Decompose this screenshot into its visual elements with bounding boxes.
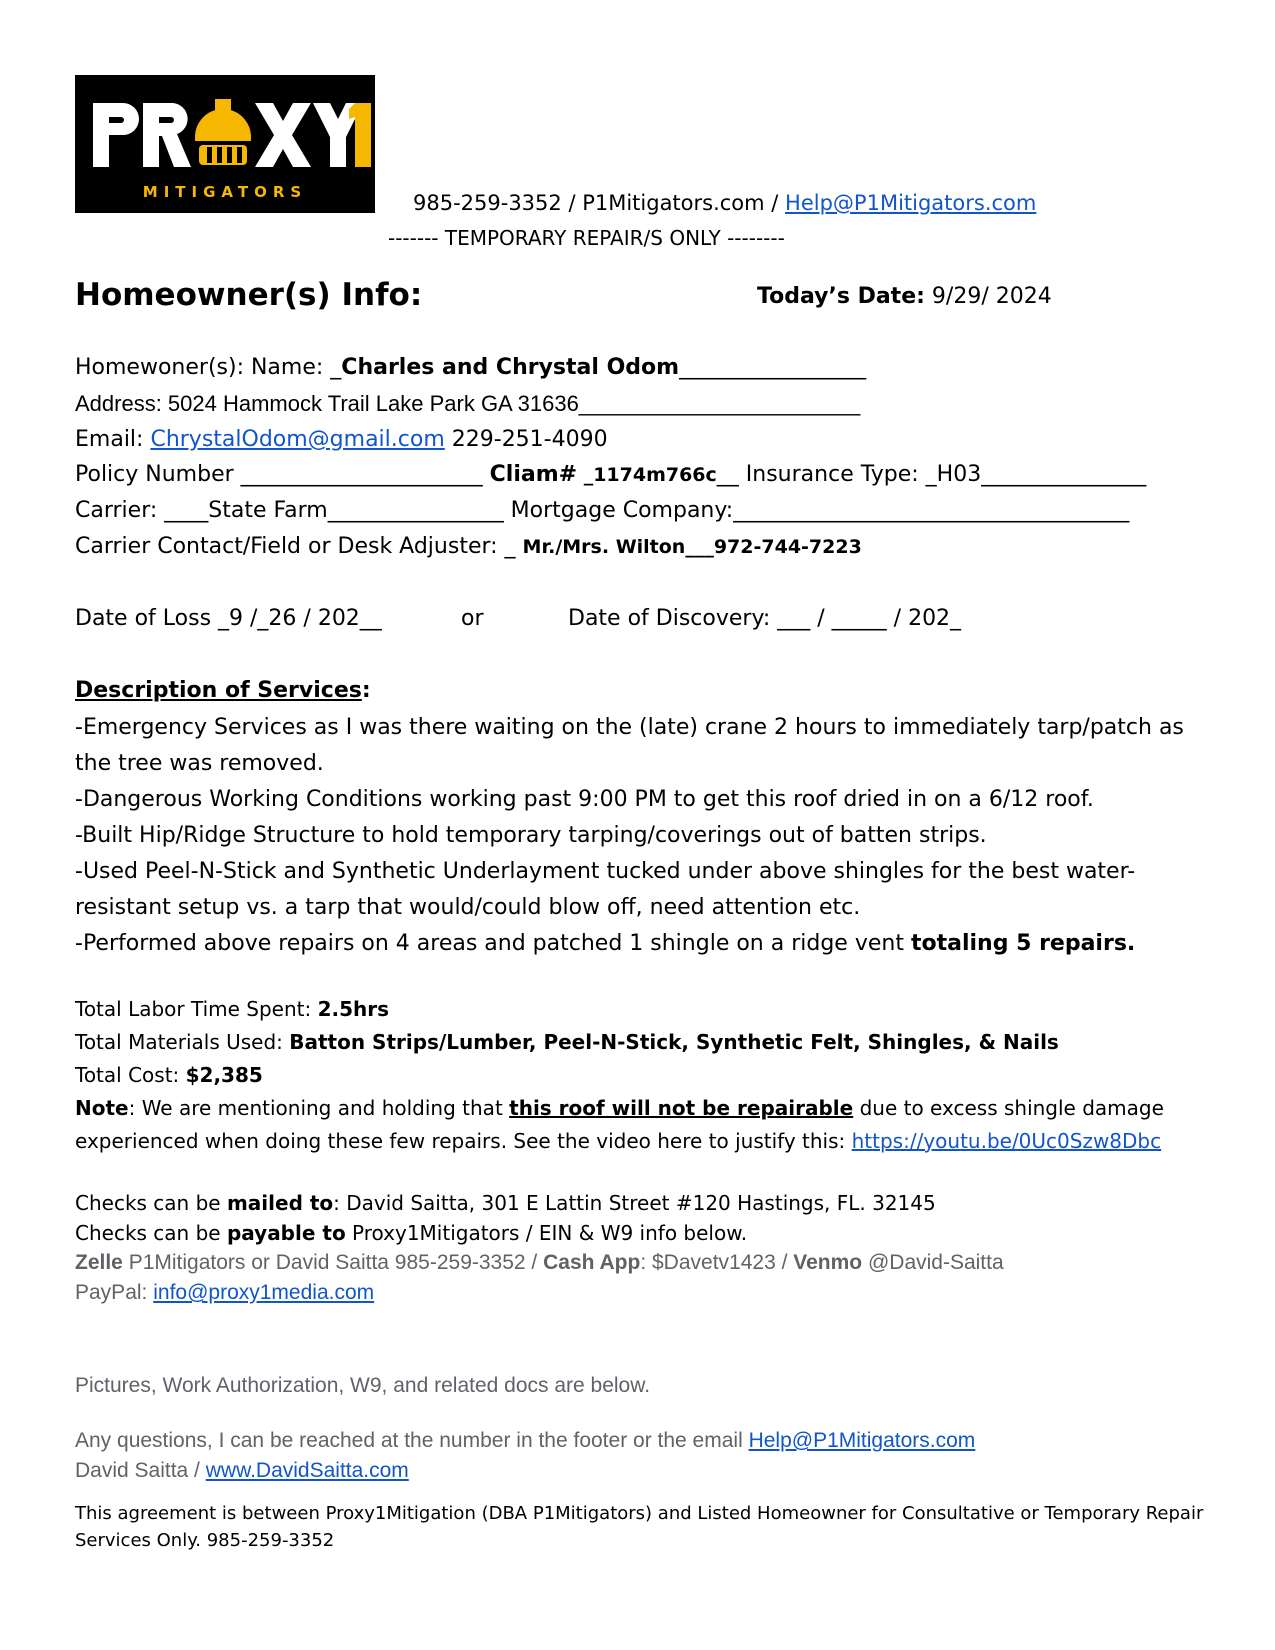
cost-value: $2,385 <box>185 1063 263 1087</box>
note-label: Note <box>75 1096 129 1120</box>
payable-pre: Checks can be <box>75 1221 227 1245</box>
homeowner-name-blank: _________________ <box>679 355 867 380</box>
header-contact <box>413 191 1036 215</box>
header-phone-site: 985-259-3352 / P1Mitigators.com / <box>413 191 786 215</box>
mail-address: : David Saitta, 301 E Lattin Street #120 Hastings, FL. 32145 <box>333 1191 936 1215</box>
todays-date-label: Today’s Date: <box>757 284 925 309</box>
venmo-text: @David-Saitta <box>862 1251 1004 1274</box>
payable-text: Proxy1Mitigators / EIN & W9 info below. <box>345 1221 748 1245</box>
date-or-separator: or <box>461 606 484 631</box>
company-logo <box>75 75 375 213</box>
homeowner-email-link[interactable]: ChrystalOdom@gmail.com <box>150 427 445 452</box>
paypal-label: PayPal: <box>75 1281 154 1304</box>
mail-pre: Checks can be <box>75 1191 227 1215</box>
claim-number-value: _1174m766c <box>577 464 717 486</box>
payment-apps-line <box>75 1248 1215 1278</box>
services-heading <box>75 678 371 703</box>
homeowner-info-heading: Homeowner(s) Info: <box>75 277 423 313</box>
materials-line <box>75 1026 1215 1059</box>
help-email-link[interactable]: Help@P1Mitigators.com <box>748 1429 976 1452</box>
note-paragraph <box>75 1092 1215 1158</box>
adjuster-line <box>75 534 862 559</box>
cashapp-label: Cash App <box>543 1251 641 1274</box>
service-item: -Dangerous Working Conditions working past 9:00 PM to get this roof dried in on a 6/12 roof. <box>75 787 1094 812</box>
service-item: -Built Hip/Ridge Structure to hold temporary tarping/coverings out of batten strips. <box>75 823 987 848</box>
homeowner-name-value: Charles and Chrystal Odom <box>341 355 680 380</box>
labor-value: 2.5hrs <box>317 997 390 1021</box>
signature-name: David Saitta / <box>75 1459 206 1482</box>
date-of-discovery: Date of Discovery: ___ / _____ / 202_ <box>568 606 962 631</box>
cost-label: Total Cost: <box>75 1063 186 1087</box>
labor-label: Total Labor Time Spent: <box>75 997 318 1021</box>
payable-line <box>75 1218 1215 1248</box>
service-item-total: totaling 5 repairs. <box>910 931 1136 956</box>
venmo-label: Venmo <box>793 1251 863 1274</box>
temporary-repair-banner: ------- TEMPORARY REPAIR/S ONLY -------- <box>388 226 785 250</box>
logo-graphic <box>75 75 375 213</box>
homeowner-phone: 229-251-4090 <box>444 427 608 452</box>
payable-bold: payable to <box>226 1221 346 1245</box>
questions-text: Any questions, I can be reached at the number in the footer or the email <box>75 1429 749 1452</box>
date-of-loss: Date of Loss _9 /_26 / 202__ <box>75 606 382 631</box>
pictures-note: Pictures, Work Authorization, W9, and related docs are below. <box>75 1374 651 1397</box>
note-text: due to excess shingle damage experienced when doing these few repairs. See the video here to justify this: <box>75 1096 1164 1153</box>
adjuster-value: Mr./Mrs. Wilton___972-744-7223 <box>522 536 862 558</box>
todays-date <box>757 284 1052 309</box>
paypal-link[interactable]: info@proxy1media.com <box>153 1281 375 1304</box>
service-item <box>75 926 1205 962</box>
zelle-label: Zelle <box>75 1251 123 1274</box>
policy-number-label: Policy Number ______________________ <box>75 462 490 487</box>
agreement-text: This agreement is between Proxy1Mitigation (DBA P1Mitigators) and Listed Homeowner for Consultative or Temporary Repair Services Only. 985-259-3352 <box>75 1503 1204 1551</box>
claim-label: Cliam# <box>489 462 578 487</box>
services-list <box>75 710 1205 962</box>
carrier-line: Carrier: ____State Farm________________ Mortgage Company:____________________________________ <box>75 498 1130 523</box>
homeowner-name-line <box>75 355 866 380</box>
email-line <box>75 427 608 452</box>
header-email-link[interactable]: Help@P1Mitigators.com <box>785 191 1037 215</box>
mail-line <box>75 1188 1215 1218</box>
address-line: Address: 5024 Hammock Trail Lake Park GA 31636_______________________ <box>75 391 861 416</box>
materials-value: Batton Strips/Lumber, Peel-N-Stick, Synthetic Felt, Shingles, & Nails <box>289 1030 1059 1054</box>
mail-bold: mailed to <box>226 1191 334 1215</box>
service-item-text: -Performed above repairs on 4 areas and patched 1 shingle on a ridge vent <box>75 931 911 956</box>
cost-line <box>75 1059 1215 1092</box>
insurance-type: __ Insurance Type: _H03_______________ <box>716 462 1147 487</box>
svg-text:MITIGATORS: MITIGATORS <box>142 183 308 201</box>
materials-label: Total Materials Used: <box>75 1030 290 1054</box>
services-heading-colon: : <box>361 678 371 703</box>
totals-section <box>75 993 1215 1158</box>
payment-section <box>75 1188 1215 1308</box>
note-text: : We are mentioning and holding that <box>128 1096 510 1120</box>
labor-line <box>75 993 1215 1026</box>
questions-section <box>75 1426 975 1486</box>
todays-date-value: 9/29/ 2024 <box>924 284 1052 309</box>
services-heading-text: Description of Services <box>75 678 362 703</box>
paypal-line <box>75 1278 1215 1308</box>
service-item: -Used Peel-N-Stick and Synthetic Underlayment tucked under above shingles for the best water-resistant setup vs. a tarp that would/could blow off, need attention etc. <box>75 859 1136 920</box>
cashapp-text: : $Davetv1423 / <box>640 1251 794 1274</box>
questions-line <box>75 1426 975 1456</box>
homeowner-name-label: Homewoner(s): Name: _ <box>75 355 342 380</box>
website-link[interactable]: www.DavidSaitta.com <box>205 1459 409 1482</box>
note-emphasis: this roof will not be repairable <box>509 1096 854 1120</box>
zelle-text: P1Mitigators or David Saitta 985-259-3352 / <box>122 1251 544 1274</box>
signature-line <box>75 1456 975 1486</box>
video-link[interactable]: https://youtu.be/0Uc0Szw8Dbc <box>851 1129 1162 1153</box>
policy-line <box>75 462 1146 487</box>
email-label: Email: <box>75 427 151 452</box>
service-item: -Emergency Services as I was there waiting on the (late) crane 2 hours to immediately tarp/patch as the tree was removed. <box>75 715 1184 776</box>
adjuster-label: Carrier Contact/Field or Desk Adjuster: _ <box>75 534 523 559</box>
